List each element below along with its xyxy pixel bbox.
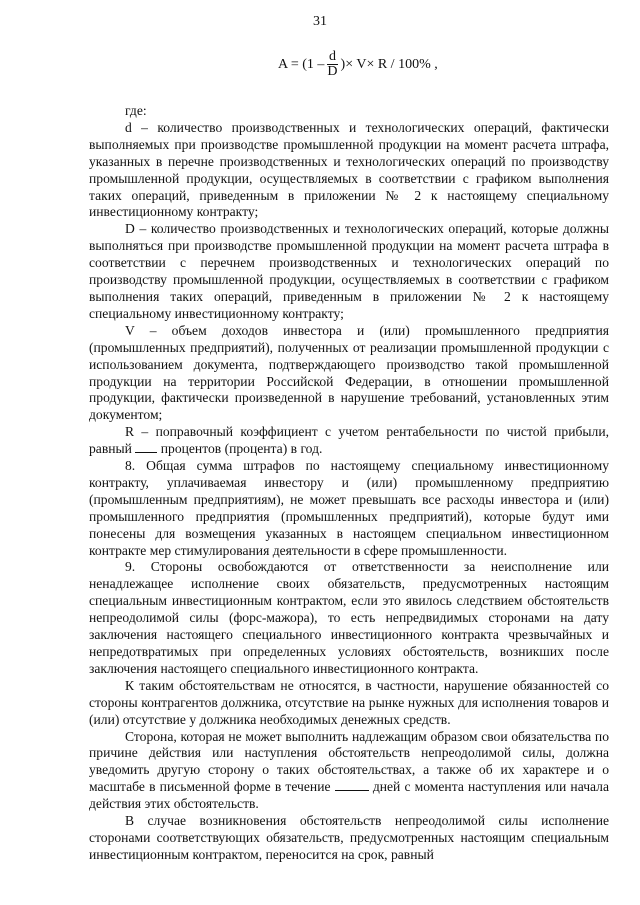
paragraph-9-force-majeure: 9. Стороны освобождаются от ответственности за неисполнение или ненадлежащее исполнение своих обязательств, предусмотренных настоящим специальным инвестиционным контрактом, если это явилось следствием обстоятельств непреодолимой силы (форс-мажора), то есть непредвидимых сторонами на дату заключения настоящего специального инвестиционного контракта чрезвычайных и непредотвратимых при определенных условиях обстоятельств, возникших после заключения настоящего специального инвестиционного контракта. bbox=[89, 559, 609, 676]
formula-lhs: A = (1 – bbox=[278, 56, 325, 72]
r-text-before: R – поправочный коэффициент с учетом рентабельности по чистой прибыли, равный bbox=[89, 424, 609, 457]
paragraph-R-definition bbox=[89, 424, 609, 458]
paragraph-D-definition: D – количество производственных и технологических операций, которые должны выполняться при производстве промышленной продукции на момент расчета штрафа в соответствии с перечнем производственных и технологических операций по производству промышленной продукции, осуществляемых в соответствии с графиком выполнения таких операций, приведенным в приложении № 2 к настоящему специальному инвестиционному контракту; bbox=[89, 221, 609, 321]
r-text-after: процентов (процента) в год. bbox=[160, 441, 323, 457]
formula-denominator: D bbox=[327, 64, 338, 79]
paragraph-postponement: В случае возникновения обстоятельств непреодолимой силы исполнение сторонами соответствующих обязательств, предусмотренных настоящим специальным инвестиционным контрактом, переносится на срок, равный bbox=[89, 813, 609, 862]
paragraph-exclusions: К таким обстоятельствам не относятся, в частности, нарушение обязанностей со стороны контрагентов должника, отсутствие на рынке нужных для исполнения товаров и (или) отсутствие у должника необходимых денежных средств. bbox=[89, 677, 609, 727]
rate-blank bbox=[135, 451, 157, 453]
page-number: 31 bbox=[313, 14, 327, 29]
formula-fraction bbox=[325, 50, 339, 79]
formula-numerator: d bbox=[328, 49, 336, 64]
paragraph-d-definition: d – количество производственных и технологических операций, фактически выполняемых при производстве промышленной продукции на момент расчета штрафа, указанных в перечне производственных и технологических операций по производству промышленной продукции, осуществляемых в соответствии с графиком выполнения таких операций, приведенным в приложении № 2 к настоящему специальному инвестиционному контракту; bbox=[89, 119, 609, 220]
formula-rhs: )× V× R / 100% , bbox=[340, 56, 438, 72]
paragraph-V-definition: V – объем доходов инвестора и (или) промышленного предприятия (промышленных предприятий), полученных от реализации промышленной продукции с использованием документа, подтверждающего производство такой промышленной продукции на территории Российской Федерации, в отношении промышленной продукции, фактически произведенной в нарушение требований, установленных этим документом; bbox=[89, 322, 609, 423]
days-blank bbox=[335, 789, 369, 791]
paragraph-where: где: bbox=[125, 103, 147, 118]
notice-text-after: дней с момента наступления или начала действия этих обстоятельств. bbox=[89, 779, 609, 812]
paragraph-notice bbox=[89, 729, 609, 814]
notice-text-before: Сторона, которая не может выполнить надлежащим образом свои обязательства по причине действия или наступления обстоятельств непреодолимой силы, должна уведомить другую сторону о таких обстоятельствах, а также об их характере и о масштабе в письменной форме в течение bbox=[89, 728, 609, 795]
body-text bbox=[89, 103, 609, 864]
penalty-formula bbox=[278, 50, 438, 79]
paragraph-8-penalty-limit: 8. Общая сумма штрафов по настоящему специальному инвестиционному контракту, уплачиваемая инвестору и (или) промышленному предприятию (промышленным предприятиям), не может превышать все расходы инвестора и (или) промышленного предприятия (промышленных предприятий), которые будут ими понесены для возмещения указанных в настоящем специальном инвестиционном контракте мер стимулирования деятельности в сфере промышленности. bbox=[89, 458, 609, 558]
